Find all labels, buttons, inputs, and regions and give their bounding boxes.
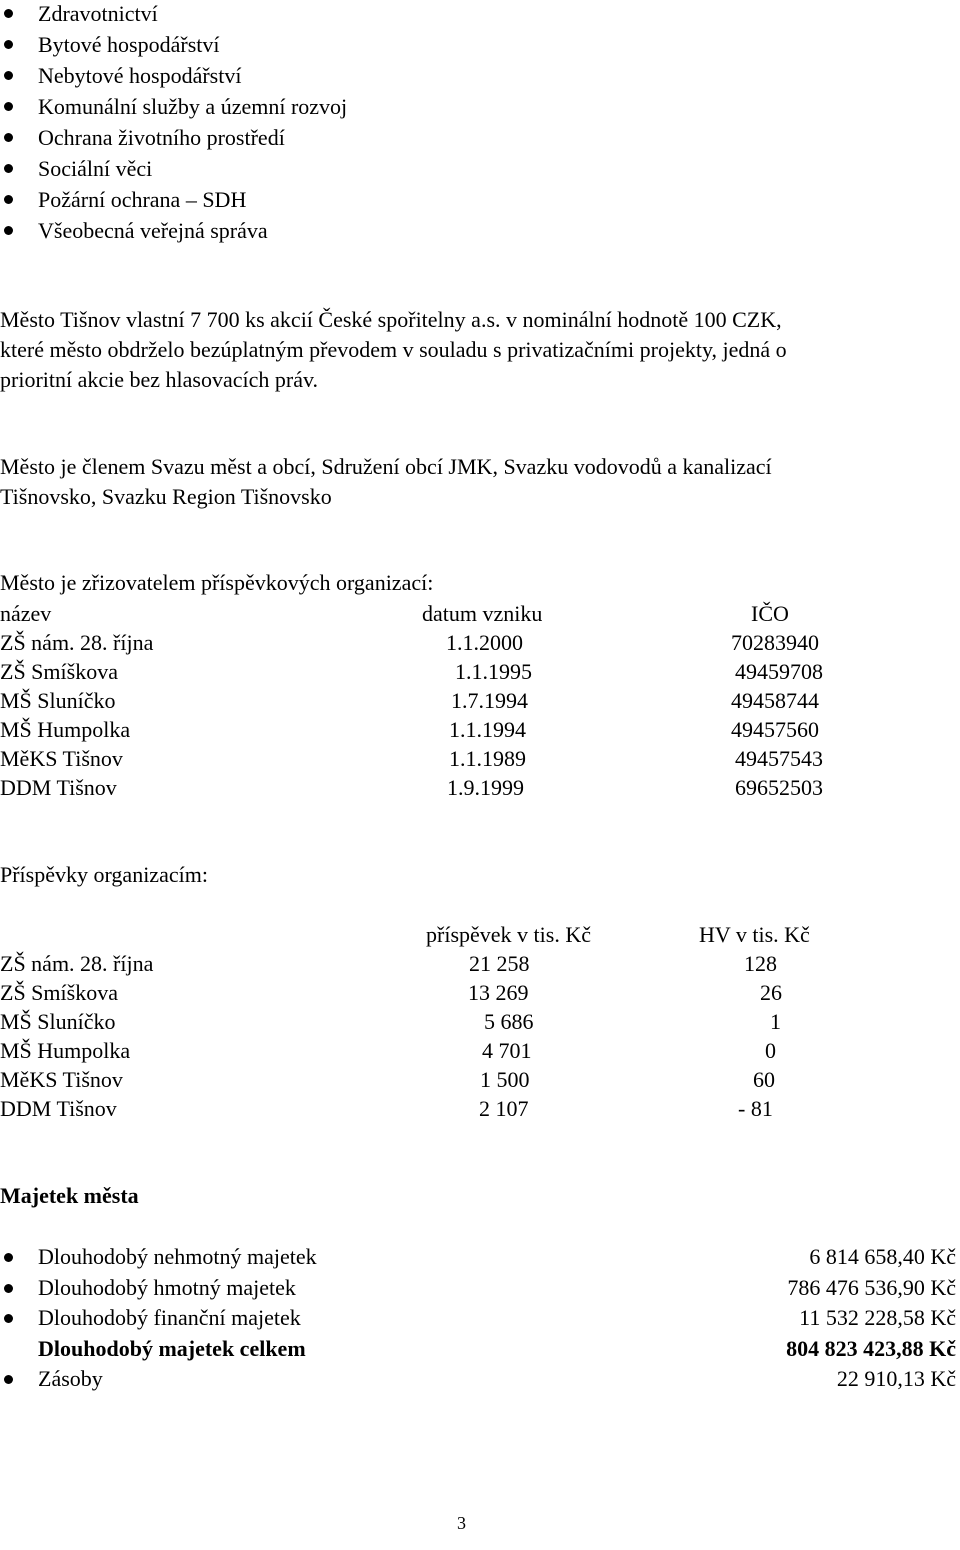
contrib-hv: 0 xyxy=(765,1038,776,1063)
table-row xyxy=(0,980,960,1009)
table-row xyxy=(0,1067,960,1096)
table-row xyxy=(0,659,960,688)
org-name: MŠ Sluníčko xyxy=(0,688,116,713)
contrib-hv: 26 xyxy=(760,980,782,1005)
shares-line: které město obdrželo bezúplatným převodem v souladu s privatizačními projekty, jedná o xyxy=(0,337,787,362)
contrib-hv: 60 xyxy=(753,1067,775,1092)
orgs-header-ico: IČO xyxy=(751,601,789,626)
sector-item: Sociální věci xyxy=(0,153,347,184)
org-name: ZŠ nám. 28. října xyxy=(0,630,154,655)
contrib-amount: 21 258 xyxy=(469,951,530,976)
org-date: 1.1.1989 xyxy=(449,746,526,771)
contrib-name: DDM Tišnov xyxy=(0,1096,117,1121)
contrib-hv: - 81 xyxy=(738,1096,773,1121)
asset-label: Dlouhodobý finanční majetek xyxy=(38,1305,301,1330)
org-ico: 70283940 xyxy=(731,630,819,655)
contrib-amount: 2 107 xyxy=(479,1096,529,1121)
asset-total-label: Dlouhodobý majetek celkem xyxy=(38,1335,306,1361)
org-date: 1.1.1995 xyxy=(455,659,532,684)
orgs-header-name: název xyxy=(0,601,52,626)
sector-item: Ochrana životního prostředí xyxy=(0,122,347,153)
contrib-amount: 13 269 xyxy=(468,980,529,1005)
contrib-amount: 4 701 xyxy=(482,1038,532,1063)
org-ico: 49457560 xyxy=(731,717,819,742)
contrib-header-hv: HV v tis. Kč xyxy=(699,922,810,947)
contrib-name: MŠ Humpolka xyxy=(0,1038,131,1063)
sector-item: Požární ochrana – SDH xyxy=(0,184,347,215)
asset-row xyxy=(0,1303,960,1334)
contrib-name: ZŠ nám. 28. října xyxy=(0,951,154,976)
shares-line: prioritní akcie bez hlasovacích práv. xyxy=(0,367,319,392)
contrib-hv: 1 xyxy=(770,1009,781,1034)
table-row xyxy=(0,717,960,746)
contrib-amount: 1 500 xyxy=(480,1067,530,1092)
contrib-name: ZŠ Smíškova xyxy=(0,980,118,1005)
contributions-title: Příspěvky organizacím: xyxy=(0,862,208,887)
sector-item: Zdravotnictví xyxy=(0,0,347,29)
sector-item: Nebytové hospodářství xyxy=(0,60,347,91)
asset-value: 11 532 228,58 Kč xyxy=(799,1305,956,1330)
orgs-header-row xyxy=(0,601,960,630)
sector-item: Všeobecná veřejná správa xyxy=(0,215,347,246)
org-name: DDM Tišnov xyxy=(0,775,117,800)
asset-total-row xyxy=(0,1334,960,1365)
org-date: 1.7.1994 xyxy=(451,688,528,713)
table-row xyxy=(0,951,960,980)
table-row xyxy=(0,688,960,717)
asset-row xyxy=(0,1242,960,1273)
contrib-header-row xyxy=(0,922,960,951)
org-ico: 49457543 xyxy=(735,746,823,771)
shares-line: Město Tišnov vlastní 7 700 ks akcií České spořitelny a.s. v nominální hodnotě 100 CZK, xyxy=(0,307,782,332)
org-date: 1.1.2000 xyxy=(446,630,523,655)
org-ico: 69652503 xyxy=(735,775,823,800)
org-date: 1.9.1999 xyxy=(447,775,524,800)
sector-list xyxy=(0,0,347,246)
membership-line: Tišnovsko, Svazku Region Tišnovsko xyxy=(0,484,332,509)
orgs-header-date: datum vzniku xyxy=(422,601,543,626)
membership-line: Město je členem Svazu měst a obcí, Sdružení obcí JMK, Svazku vodovodů a kanalizací xyxy=(0,454,772,479)
asset-label: Zásoby xyxy=(38,1366,103,1391)
table-row xyxy=(0,1038,960,1067)
table-row xyxy=(0,746,960,775)
asset-row xyxy=(0,1273,960,1304)
org-name: MěKS Tišnov xyxy=(0,746,123,771)
assets-title: Majetek města xyxy=(0,1183,139,1208)
org-name: ZŠ Smíškova xyxy=(0,659,118,684)
membership-paragraph xyxy=(0,452,960,512)
contrib-amount: 5 686 xyxy=(484,1009,534,1034)
assets-list xyxy=(0,1242,960,1395)
table-row xyxy=(0,1096,960,1125)
asset-value: 6 814 658,40 Kč xyxy=(809,1244,956,1269)
table-row xyxy=(0,630,960,659)
asset-value: 786 476 536,90 Kč xyxy=(787,1274,956,1300)
org-name: MŠ Humpolka xyxy=(0,717,131,742)
table-row xyxy=(0,1009,960,1038)
asset-label: Dlouhodobý nehmotný majetek xyxy=(38,1244,317,1269)
asset-value: 22 910,13 Kč xyxy=(836,1366,956,1391)
org-date: 1.1.1994 xyxy=(449,717,526,742)
contrib-header-amount: příspěvek v tis. Kč xyxy=(426,922,591,947)
shares-paragraph xyxy=(0,305,960,395)
asset-row xyxy=(0,1364,960,1395)
contrib-hv: 128 xyxy=(744,951,777,976)
page-number: 3 xyxy=(457,1513,466,1533)
orgs-intro: Město je zřizovatelem příspěvkových organizací: xyxy=(0,570,434,595)
table-row xyxy=(0,775,960,804)
asset-total-value: 804 823 423,88 Kč xyxy=(786,1335,956,1361)
org-ico: 49459708 xyxy=(735,659,823,684)
asset-label: Dlouhodobý hmotný majetek xyxy=(38,1274,296,1300)
contrib-name: MěKS Tišnov xyxy=(0,1067,123,1092)
sector-item: Bytové hospodářství xyxy=(0,29,347,60)
contrib-name: MŠ Sluníčko xyxy=(0,1009,116,1034)
org-ico: 49458744 xyxy=(731,688,819,713)
sector-item: Komunální služby a územní rozvoj xyxy=(0,91,347,122)
